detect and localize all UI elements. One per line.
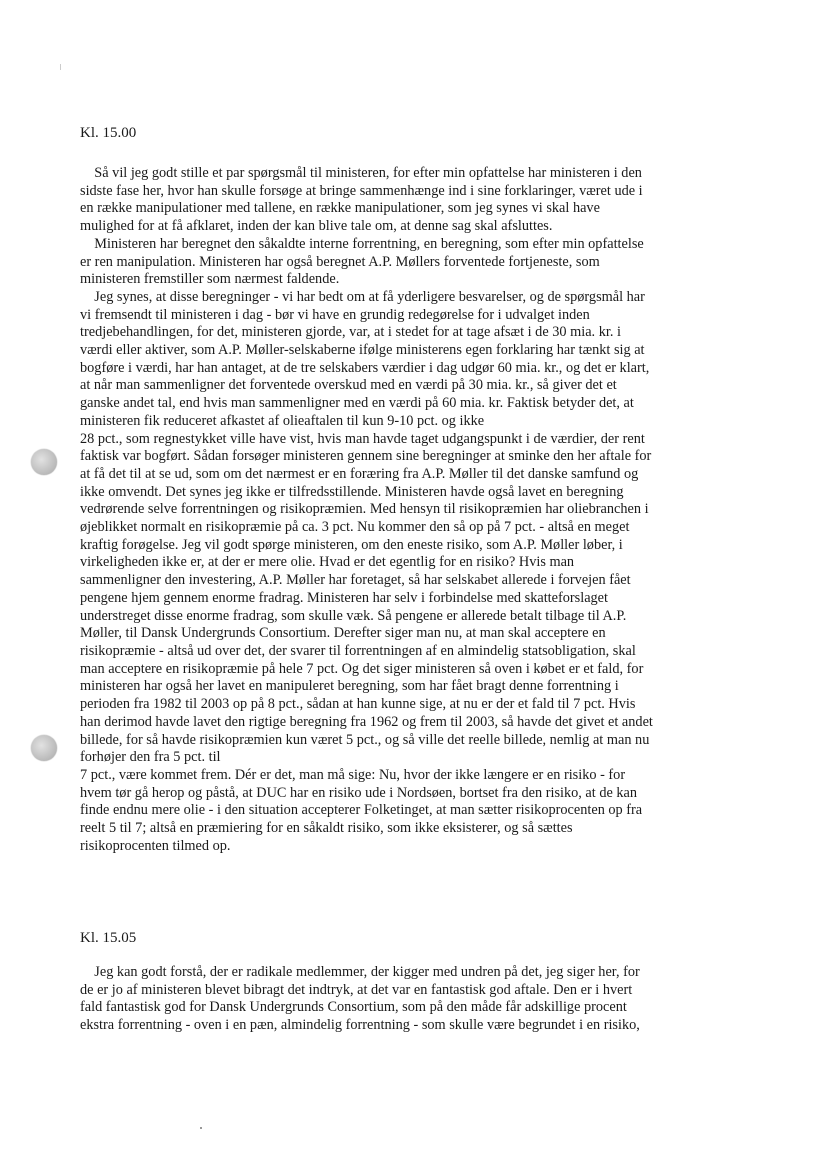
text-line: reelt 5 til 7; altså en præmiering for en såkaldt risiko, som ikke eksisterer, og så sættes	[80, 820, 573, 837]
text-line: pengene hjem gennem enorme fradrag. Ministeren har selv i forbindelse med skatteforslaget	[80, 589, 609, 606]
text-line: en række manipulationer med tallene, en række manipulationer, som jeg synes vi skal have	[80, 200, 600, 217]
text-line: Jeg kan godt forstå, der er radikale medlemmer, der kigger med undren på det, jeg siger her, for	[80, 964, 640, 980]
scan-speck	[200, 1127, 202, 1129]
text-line: risikopræmie - altså ud over det, der svarer til forrentningen af en almindelig statsobligation, skal	[80, 642, 636, 659]
text-line: ikke omvendt. Det synes jeg ikke er tilfredsstillende. Ministeren havde også lavet en beregning	[80, 483, 624, 500]
text-line: kraftig forøgelse. Jeg vil godt spørge ministeren, om den eneste risiko, som A.P. Møller løber, i	[80, 536, 623, 553]
text-line: vi fremsendt til ministeren i dag - bør vi have en grundig redegørelse for i udvalget inden	[80, 306, 590, 323]
text-line: bogføre i værdi, har han antaget, at de tre selskabers værdier i dag udgør 60 mia. kr., og det er klart,	[80, 359, 650, 376]
timestamp-1505: Kl. 15.05	[80, 930, 137, 946]
text-line: ministeren fik reduceret afkastet af olieaftalen til kun 9-10 pct. og ikke	[80, 412, 485, 429]
text-line: værdi eller aktiver, som A.P. Møller-selskaberne ifølge ministerens egen forklaring har tænkt sig at	[80, 342, 645, 359]
speech-paragraph-2	[80, 964, 750, 1035]
text-line: ganske andet tal, end hvis man sammenligner med en værdi på 60 mia. kr. Faktisk betyder det, at	[80, 395, 634, 412]
text-line: finde endnu mere olie - i den situation accepterer Folketinget, at man sætter risikoprocenten op fra	[80, 802, 643, 819]
text-line: vedrørende selve forrentningen og risikopræmien. Med hensyn til risikopræmien har oliebranchen i	[80, 501, 649, 518]
text-line: at når man sammenligner det forventede overskud med en værdi på 30 mia. kr., så giver det et	[80, 377, 617, 394]
text-line: 7 pct., være kommet frem. Dér er det, man må sige: Nu, hvor der ikke længere er en risiko - for	[80, 766, 626, 783]
text-line: ministeren fremstiller som nærmest faldende.	[80, 271, 340, 288]
text-line: tredjebehandlingen, for det, ministeren gjorde, var, at i stedet for at tage afsæt i de 30 mia. kr. i	[80, 324, 621, 341]
text-line: 28 pct., som regnestykket ville have vist, hvis man havde taget udgangspunkt i de værdier, der rent	[80, 430, 645, 447]
text-line: er ren manipulation. Ministeren har også beregnet A.P. Møllers forventede fortjeneste, som	[80, 253, 600, 270]
text-line: faktisk var bogført. Sådan forsøger ministeren gennem sine beregninger at sminke den her aftale for	[80, 448, 652, 465]
text-line: de er jo af ministeren blevet bibragt det indtryk, at det var en fantastisk god aftale. Den er i hvert	[80, 981, 633, 998]
text-line: sammenligner den investering, A.P. Møller har foretaget, så har selskabet allerede i forvejen fået	[80, 572, 631, 589]
text-line: virkeligheden ikke er, at der er mere olie. Hvad er det egentlig for en risiko? Hvis man	[80, 554, 575, 571]
text-line: fald fantastisk god for Dansk Undergrunds Consortium, som på den måde får adskillige procent	[80, 999, 627, 1016]
text-line: billede, for så havde risikopræmien kun været 5 pct., og så ville det reelle billede, nemlig at man nu	[80, 731, 650, 748]
text-line: perioden fra 1982 til 2003 op på 8 pct., sådan at han kunne sige, at nu er der et fald til 7 pct. Hvis	[80, 696, 636, 713]
text-line: hvem tør gå herop og påstå, at DUC har en risiko ude i Nordsøen, bortset fra den risiko, at de kan	[80, 784, 638, 801]
scan-mark	[60, 64, 61, 70]
text-line: at få det til at se ud, som om det nærmest er en foræring fra A.P. Møller til det danske samfund og	[80, 465, 639, 482]
text-line: ekstra forrentning - oven i en pæn, almindelig forrentning - som skulle være begrundet i en risiko,	[80, 1017, 640, 1034]
text-line: han derimod havde lavet den rigtige beregning fra 1962 og frem til 2003, så havde det givet et andet	[80, 713, 653, 730]
text-line: ministeren har også her lavet en manipuleret beregning, som har fået bragt denne forrentning i	[80, 678, 619, 695]
text-line: Ministeren har beregnet den såkaldte interne forrentning, en beregning, som efter min opfattelse	[80, 235, 644, 252]
punch-hole-top	[31, 449, 57, 475]
text-line: risikoprocenten tilmed op.	[80, 837, 231, 854]
timestamp-1500: Kl. 15.00	[80, 125, 137, 141]
text-line: sidste fase her, hvor han skulle forsøge at bringe sammenhænge ind i sine forklaringer, været ude i	[80, 182, 643, 199]
speech-paragraph-1	[80, 165, 750, 855]
text-line: Jeg synes, at disse beregninger - vi har bedt om at få yderligere besvarelser, og de spørgsmål har	[80, 288, 645, 305]
text-line: Så vil jeg godt stille et par spørgsmål til ministeren, for efter min opfattelse har ministeren i den	[80, 165, 642, 181]
text-line: understreget disse enorme fradrag, som skulle væk. Så pengene er allerede betalt tilbage til A.P.	[80, 607, 627, 624]
text-line: forhøjer den fra 5 pct. til	[80, 749, 221, 766]
punch-hole-bottom	[31, 735, 57, 761]
text-line: Møller, til Dansk Undergrunds Consortium. Derefter siger man nu, at man skal acceptere en	[80, 625, 606, 642]
text-line: mulighed for at få afklaret, inden der kan blive tale om, at denne sag skal afsluttes.	[80, 218, 553, 235]
text-line: øjeblikket normalt en risikopræmie på ca. 3 pct. Nu kommer den så op på 7 pct. - altså en meget	[80, 519, 630, 536]
text-line: man acceptere en risikopræmie på hele 7 pct. Og det siger ministeren så oven i købet er et fald, for	[80, 660, 644, 677]
